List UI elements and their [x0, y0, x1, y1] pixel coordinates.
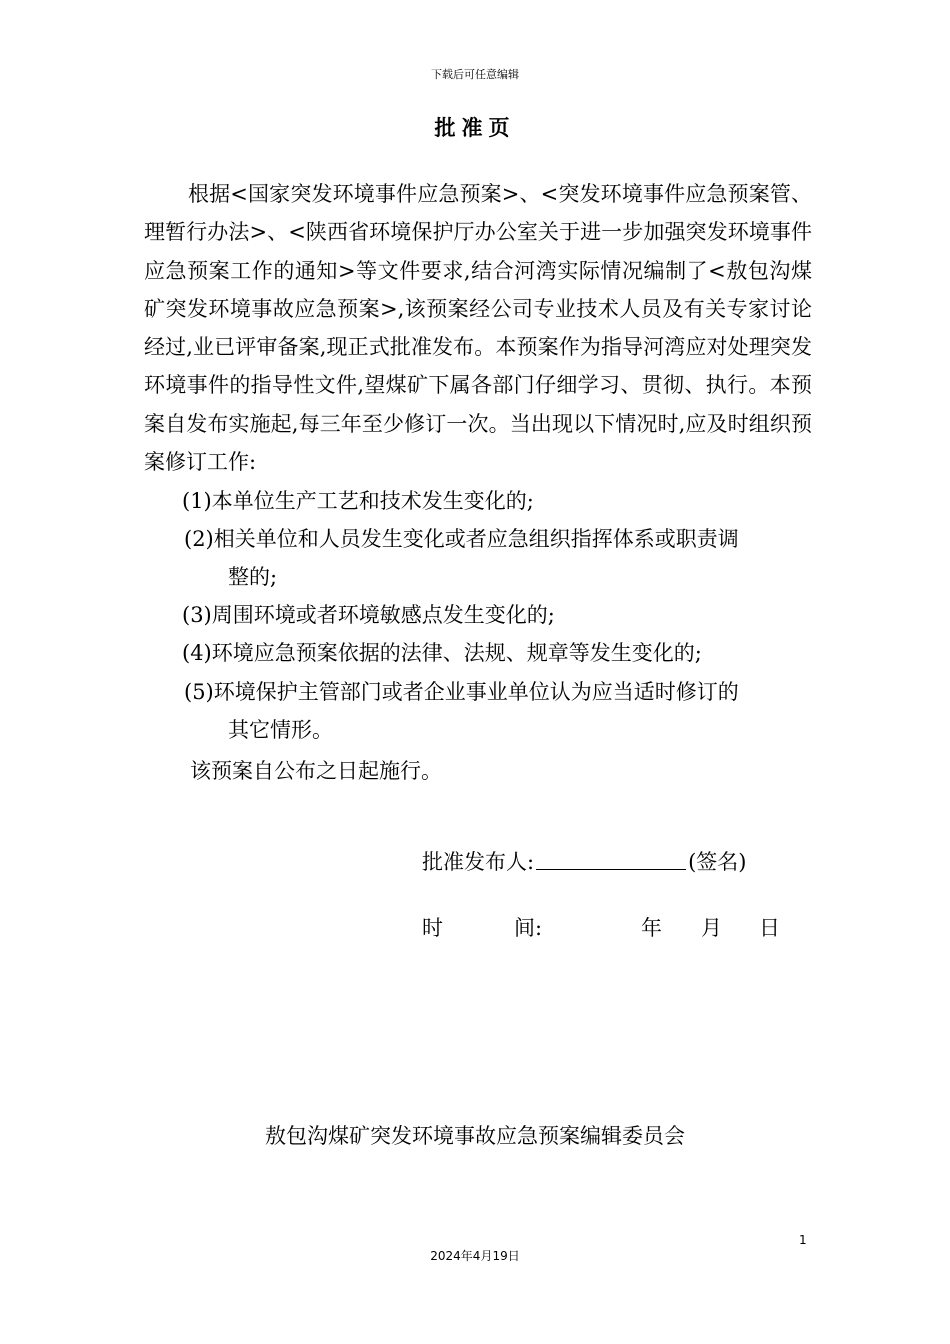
- header-note: 下载后可任意编辑: [431, 68, 519, 81]
- year-label: 年: [641, 916, 662, 940]
- list-item: [182, 596, 555, 634]
- list-item: [182, 482, 534, 520]
- list-item-text: (3)周围环境或者环境敏感点发生变化的;: [182, 603, 555, 627]
- page-number: 1: [799, 1233, 807, 1247]
- page-title: 批准页: [434, 115, 516, 140]
- signature-line: [536, 847, 686, 870]
- list-item-text: (2)相关单位和人员发生变化或者应急组织指挥体系或职责调: [184, 527, 739, 551]
- sign-note: (签名): [688, 850, 747, 874]
- list-item-text: (5)环境保护主管部门或者企业事业单位认为应当适时修订的: [184, 680, 739, 704]
- committee-name: 敖包沟煤矿突发环境事故应急预案编辑委员会: [265, 1124, 685, 1148]
- list-item-continuation: 整的;: [228, 565, 278, 589]
- approver-label: 批准发布人:: [422, 850, 535, 874]
- time-label-2: 间:: [514, 916, 543, 940]
- list-item-text: (1)本单位生产工艺和技术发生变化的;: [182, 489, 534, 513]
- approver-row: [422, 846, 746, 876]
- body-paragraph: 根据<国家突发环境事件应急预案>、<突发环境事件应急预案管、理暂行办法>、<陕西省环境保护厅办公室关于进一步加强突发环境事件应急预案工作的通知>等文件要求,结合河湾实际情况编制了<敖包沟煤矿突发环境事故应急预案>,该预案经公司专业技术人员及有关专家讨论经过,业已评审备案,现正式批准发布。本预案作为指导河湾应对处理突发环境事件的指导性文件,望煤矿下属各部门仔细学习、贯彻、执行。本预案自发布实施起,每三年至少修订一次。当出现以下情况时,应及时组织预案修订工作:: [144, 182, 812, 475]
- day-label: 日: [759, 916, 780, 940]
- footer-date: 2024年4月19日: [430, 1249, 520, 1263]
- list-item: [184, 673, 814, 749]
- list-item-continuation: 其它情形。: [228, 718, 333, 742]
- list-item: [182, 634, 702, 672]
- closing-line: 该预案自公布之日起施行。: [190, 759, 442, 783]
- time-label-1: 时: [422, 916, 443, 940]
- month-label: 月: [701, 916, 722, 940]
- list-item-text: (4)环境应急预案依据的法律、法规、规章等发生变化的;: [182, 641, 702, 665]
- list-item: [184, 520, 814, 596]
